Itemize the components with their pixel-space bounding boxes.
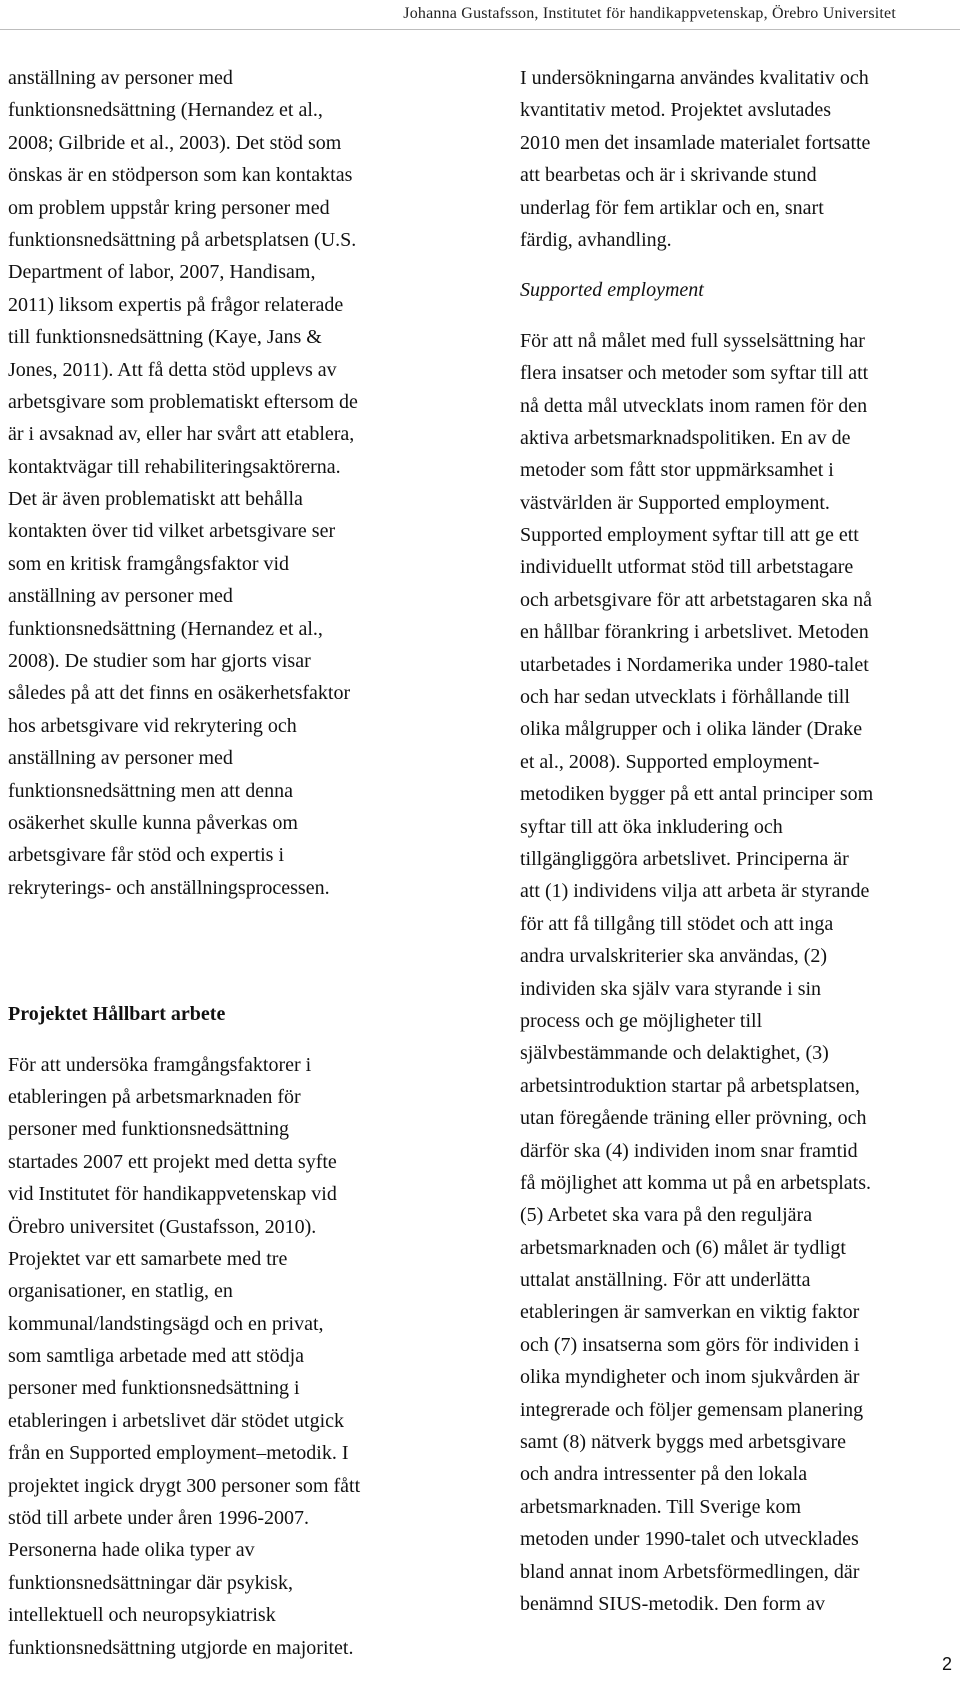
text-line: funktionsnedsättning men att denna xyxy=(8,779,293,802)
text-line: funktionsnedsättning (Hernandez et al., xyxy=(8,617,323,640)
text-line: att bearbetas och är i skrivande stund xyxy=(520,164,817,187)
text-line: kontaktvägar till rehabiliteringsaktörerna. xyxy=(8,455,341,478)
text-line: metoden under 1990-talet och utvecklades xyxy=(520,1528,859,1551)
text-line: syftar till att öka inkludering och xyxy=(520,815,783,838)
text-line: färdig, avhandling. xyxy=(520,228,672,251)
text-line: 2010 men det insamlade materialet fortsatte xyxy=(520,131,871,154)
text-line: och arbetsgivare för att arbetstagaren ska nå xyxy=(520,588,873,611)
section-heading: Projektet Hållbart arbete xyxy=(8,1003,226,1026)
text-line: integrerade och följer gemensam planering xyxy=(520,1398,864,1421)
text-line: att (1) individens vilja att arbeta är styrande xyxy=(520,880,870,903)
text-line: (5) Arbetet ska vara på den reguljära xyxy=(520,1204,813,1227)
running-title: Johanna Gustafsson, Institutet för handikappvetenskap, Örebro Universitet xyxy=(403,5,896,22)
text-line: anställning av personer med xyxy=(8,585,233,608)
text-line: benämnd SIUS-metodik. Den form av xyxy=(520,1592,825,1615)
right-column xyxy=(520,62,960,1620)
text-line: projektet ingick drygt 300 personer som fått xyxy=(8,1474,361,1497)
text-line: funktionsnedsättningar där psykisk, xyxy=(8,1571,293,1594)
text-line: Personerna hade olika typer av xyxy=(8,1539,255,1562)
text-line: är i avsaknad av, eller har svårt att etablera, xyxy=(8,423,355,446)
text-line: arbetsgivare får stöd och expertis i xyxy=(8,844,285,867)
running-header xyxy=(0,0,960,30)
text-line: individen ska själv vara styrande i sin xyxy=(520,977,822,1000)
text-line: således på att det finns en osäkerhetsfaktor xyxy=(8,682,351,705)
text-line: utarbetades i Nordamerika under 1980-talet xyxy=(520,653,869,676)
text-line: funktionsnedsättning utgjorde en majoritet. xyxy=(8,1636,354,1659)
text-line: olika målgrupper och i olika länder (Drake xyxy=(520,718,863,741)
text-line: till funktionsnedsättning (Kaye, Jans & xyxy=(8,326,322,349)
right-paragraph-2 xyxy=(520,325,960,1621)
text-line: Projektet var ett samarbete med tre xyxy=(8,1247,288,1270)
text-line: uttalat anställning. För att underlätta xyxy=(520,1269,811,1292)
text-line: som samtliga arbetade med att stödja xyxy=(8,1345,305,1368)
text-line: arbetsgivare som problematiskt eftersom de xyxy=(8,390,358,413)
text-line: andra urvalskriterier ska användas, (2) xyxy=(520,945,828,968)
text-line: därför ska (4) individen inom snar framtid xyxy=(520,1139,858,1162)
left-paragraph-2 xyxy=(8,1049,448,1664)
text-line: underlag för fem artiklar och en, snart xyxy=(520,196,824,219)
subsection-heading: Supported employment xyxy=(520,279,704,302)
text-line: bland annat inom Arbetsförmedlingen, där xyxy=(520,1560,860,1583)
text-line: kvantitativ metod. Projektet avslutades xyxy=(520,99,832,122)
text-line: personer med funktionsnedsättning xyxy=(8,1118,290,1141)
text-line: arbetsintroduktion startar på arbetsplatsen, xyxy=(520,1074,860,1097)
text-line: anställning av personer med xyxy=(8,67,233,89)
text-line: startades 2007 ett projekt med detta syfte xyxy=(8,1150,337,1173)
text-line: personer med funktionsnedsättning i xyxy=(8,1377,300,1400)
text-line: 2008). De studier som har gjorts visar xyxy=(8,650,311,673)
text-line: och andra intressenter på den lokala xyxy=(520,1463,808,1486)
text-line: olika myndigheter och inom sjukvården är xyxy=(520,1366,860,1389)
text-line: I undersökningarna användes kvalitativ och xyxy=(520,67,869,89)
text-line: en hållbar förankring i arbetslivet. Metoden xyxy=(520,621,869,644)
text-line: För att undersöka framgångsfaktorer i xyxy=(8,1053,312,1076)
text-line: etableringen är samverkan en viktig faktor xyxy=(520,1301,860,1324)
text-line: nå detta mål utvecklats inom ramen för den xyxy=(520,394,868,417)
text-line: vid Institutet för handikappvetenskap vid xyxy=(8,1183,337,1206)
text-line: Jones, 2011). Att få detta stöd upplevs av xyxy=(8,358,337,381)
text-line: aktiva arbetsmarknadspolitiken. En av de xyxy=(520,426,851,449)
text-line: osäkerhet skulle kunna påverkas om xyxy=(8,811,298,834)
text-line: 2008; Gilbride et al., 2003). Det stöd som xyxy=(8,131,342,154)
text-line: organisationer, en statlig, en xyxy=(8,1280,233,1303)
text-line: etableringen i arbetslivet där stödet utgick xyxy=(8,1409,344,1432)
text-line: från en Supported employment–metodik. I xyxy=(8,1442,349,1465)
text-line: utan föregående träning eller prövning, och xyxy=(520,1107,867,1130)
text-line: anställning av personer med xyxy=(8,747,233,770)
text-line: metoder som fått stor uppmärksamhet i xyxy=(520,459,834,482)
text-line: Det är även problematiskt att behålla xyxy=(8,488,303,511)
text-line: intellektuell och neuropsykiatrisk xyxy=(8,1604,276,1627)
text-line: Department of labor, 2007, Handisam, xyxy=(8,261,316,284)
text-line: Örebro universitet (Gustafsson, 2010). xyxy=(8,1215,317,1238)
text-line: individuellt utformat stöd till arbetstagare xyxy=(520,556,854,579)
text-line: som en kritisk framgångsfaktor vid xyxy=(8,552,290,575)
text-line: och har sedan utvecklats i förhållande till xyxy=(520,686,850,709)
text-line: för att få tillgång till stödet och att inga xyxy=(520,912,834,935)
text-line: flera insatser och metoder som syftar till att xyxy=(520,362,869,385)
text-line: kontakten över tid vilket arbetsgivare ser xyxy=(8,520,336,543)
text-line: om problem uppstår kring personer med xyxy=(8,196,330,219)
text-line: kommunal/landstingsägd och en privat, xyxy=(8,1312,324,1335)
text-line: etableringen på arbetsmarknaden för xyxy=(8,1085,301,1108)
text-line: stöd till arbete under åren 1996-2007. xyxy=(8,1507,310,1530)
text-line: Supported employment syftar till att ge ett xyxy=(520,524,859,547)
right-paragraph-1 xyxy=(520,62,960,256)
text-line: funktionsnedsättning på arbetsplatsen (U.S. xyxy=(8,228,357,251)
text-line: få möjlighet att komma ut på en arbetsplats. xyxy=(520,1171,872,1194)
text-line: metodiken bygger på ett antal principer som xyxy=(520,783,874,806)
text-line: västvärlden är Supported employment. xyxy=(520,491,830,514)
left-column xyxy=(8,62,448,1664)
left-paragraph-1 xyxy=(8,62,448,904)
text-line: arbetsmarknaden och (6) målet är tydligt xyxy=(520,1236,846,1259)
text-line: För att nå målet med full sysselsättning har xyxy=(520,329,865,352)
text-line: tillgängliggöra arbetslivet. Principerna är xyxy=(520,847,849,870)
text-line: rekryterings- och anställningsprocessen. xyxy=(8,876,330,899)
text-line: självbestämmande och delaktighet, (3) xyxy=(520,1042,829,1065)
text-line: arbetsmarknaden. Till Sverige kom xyxy=(520,1495,802,1518)
text-line: hos arbetsgivare vid rekrytering och xyxy=(8,714,297,737)
text-line: samt (8) nätverk byggs med arbetsgivare xyxy=(520,1431,847,1454)
text-line: och (7) insatserna som görs för individen i xyxy=(520,1333,860,1356)
page-number: 2 xyxy=(941,1654,952,1674)
text-line: 2011) liksom expertis på frågor relaterade xyxy=(8,293,344,316)
text-line: önskas är en stödperson som kan kontaktas xyxy=(8,164,353,187)
text-line: funktionsnedsättning (Hernandez et al., xyxy=(8,99,323,122)
text-line: et al., 2008). Supported employment- xyxy=(520,750,820,773)
text-line: process och ge möjligheter till xyxy=(520,1009,763,1032)
